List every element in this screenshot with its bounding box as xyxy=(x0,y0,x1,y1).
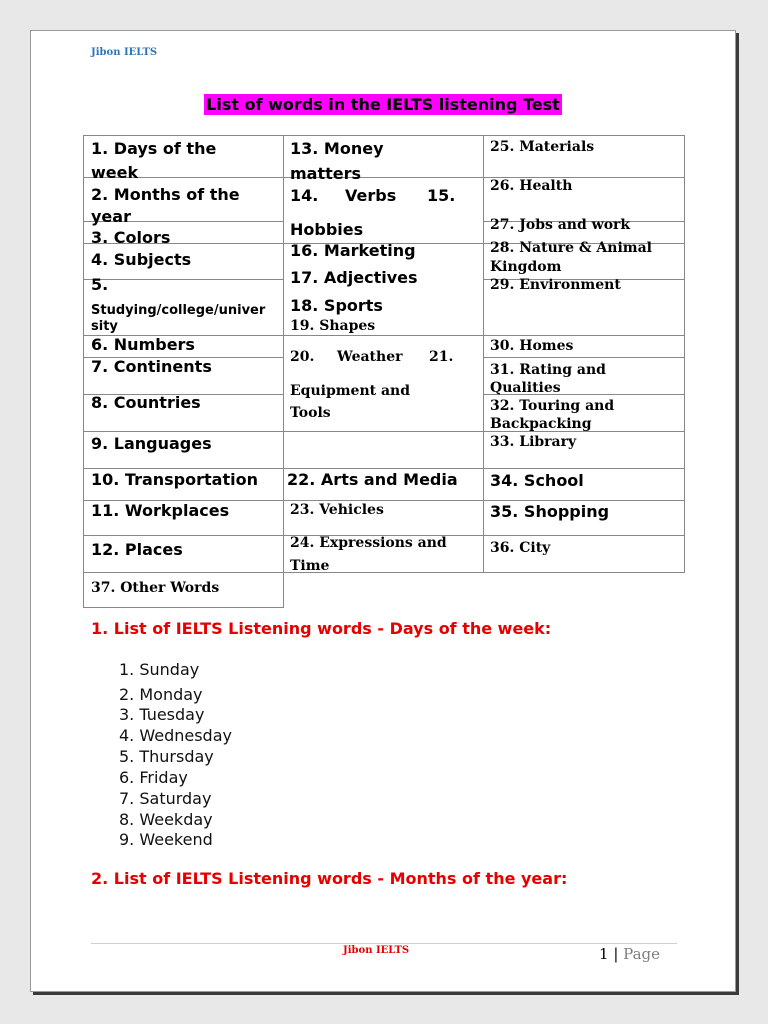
topic-languages: 9. Languages xyxy=(91,434,212,453)
topic-library: 33. Library xyxy=(490,434,577,450)
document-title: List of words in the IELTS listening Test xyxy=(206,95,560,114)
list-item: 8. Weekday xyxy=(119,810,213,829)
topic-vehicles: 23. Vehicles xyxy=(290,502,384,518)
topic-numbers: 6. Numbers xyxy=(91,335,195,354)
list-item: 4. Wednesday xyxy=(119,726,232,745)
topic-weather-number: 20. xyxy=(290,349,315,365)
topic-colors: 3. Colors xyxy=(91,228,171,247)
list-item: 3. Tuesday xyxy=(119,705,205,724)
topic-equipment-line2: Tools xyxy=(290,405,331,421)
footer-divider xyxy=(91,943,677,944)
topic-touring-line2: Backpacking xyxy=(490,416,592,432)
topic-verbs-number: 14. xyxy=(290,186,319,205)
topic-city: 36. City xyxy=(490,540,551,556)
topic-nature-line2: Kingdom xyxy=(490,259,562,275)
topic-nature-line1: 28. Nature & Animal xyxy=(490,240,652,256)
topic-months-line2: year xyxy=(91,207,131,226)
topic-months-line1: 2. Months of the xyxy=(91,185,240,204)
page-number-label xyxy=(599,945,660,963)
topic-environment: 29. Environment xyxy=(490,277,621,293)
topic-arts-media: 22. Arts and Media xyxy=(287,470,458,489)
topic-continents: 7. Continents xyxy=(91,357,212,376)
topic-days-line1: 1. Days of the xyxy=(91,139,217,158)
page-word: Page xyxy=(623,945,661,963)
topic-rating-line2: Qualities xyxy=(490,380,561,396)
topic-places: 12. Places xyxy=(91,540,183,559)
section1-heading: 1. List of IELTS Listening words - Days of the week: xyxy=(91,619,552,638)
topic-studying-line2: sity xyxy=(91,319,118,334)
topic-equipment-line1: Equipment and xyxy=(290,383,411,399)
document-title-wrap xyxy=(31,95,735,114)
topic-homes: 30. Homes xyxy=(490,338,574,354)
topic-health: 26. Health xyxy=(490,178,573,194)
topic-rating-line1: 31. Rating and xyxy=(490,362,606,378)
topic-materials: 25. Materials xyxy=(490,139,595,155)
topic-studying-number: 5. xyxy=(91,275,109,294)
topic-workplaces: 11. Workplaces xyxy=(91,501,230,520)
topic-shapes: 19. Shapes xyxy=(290,318,376,334)
topic-verbs: Verbs xyxy=(345,186,397,205)
header-brand: Jibon IELTS xyxy=(91,47,158,58)
topic-jobs-work: 27. Jobs and work xyxy=(490,217,631,233)
topic-hobbies: Hobbies xyxy=(290,220,364,239)
topic-countries: 8. Countries xyxy=(91,393,201,412)
topic-expressions-line2: Time xyxy=(290,558,330,574)
topic-expressions-line1: 24. Expressions and xyxy=(290,535,447,551)
table-cell xyxy=(283,431,484,469)
topic-equipment-number: 21. xyxy=(429,349,454,365)
list-item: 1. Sunday xyxy=(119,660,200,679)
topic-school: 34. School xyxy=(490,471,584,490)
topic-subjects: 4. Subjects xyxy=(91,250,192,269)
topic-touring-line1: 32. Touring and xyxy=(490,398,615,414)
topic-studying-line1: Studying/college/univer xyxy=(91,303,266,318)
document-page xyxy=(30,30,736,992)
list-item: 9. Weekend xyxy=(119,830,213,849)
list-item: 6. Friday xyxy=(119,768,188,787)
topic-marketing: 16. Marketing xyxy=(290,241,416,260)
topic-days-line2: week xyxy=(91,163,139,182)
topic-weather: Weather xyxy=(337,349,403,365)
topic-sports: 18. Sports xyxy=(290,296,383,315)
topic-money-line1: 13. Money xyxy=(290,139,384,158)
topic-other-words: 37. Other Words xyxy=(91,580,220,596)
topic-table xyxy=(83,135,685,608)
page-number: 1 xyxy=(599,945,609,963)
footer-brand: Jibon IELTS xyxy=(343,945,410,956)
page-separator: | xyxy=(613,945,619,963)
topic-transportation: 10. Transportation xyxy=(91,470,258,489)
section2-heading: 2. List of IELTS Listening words - Months of the year: xyxy=(91,869,568,888)
list-item: 5. Thursday xyxy=(119,747,214,766)
topic-money-line2: matters xyxy=(290,164,362,183)
list-item: 2. Monday xyxy=(119,685,203,704)
list-item: 7. Saturday xyxy=(119,789,212,808)
topic-hobbies-number: 15. xyxy=(427,186,456,205)
topic-shopping: 35. Shopping xyxy=(490,502,610,521)
topic-adjectives: 17. Adjectives xyxy=(290,268,418,287)
